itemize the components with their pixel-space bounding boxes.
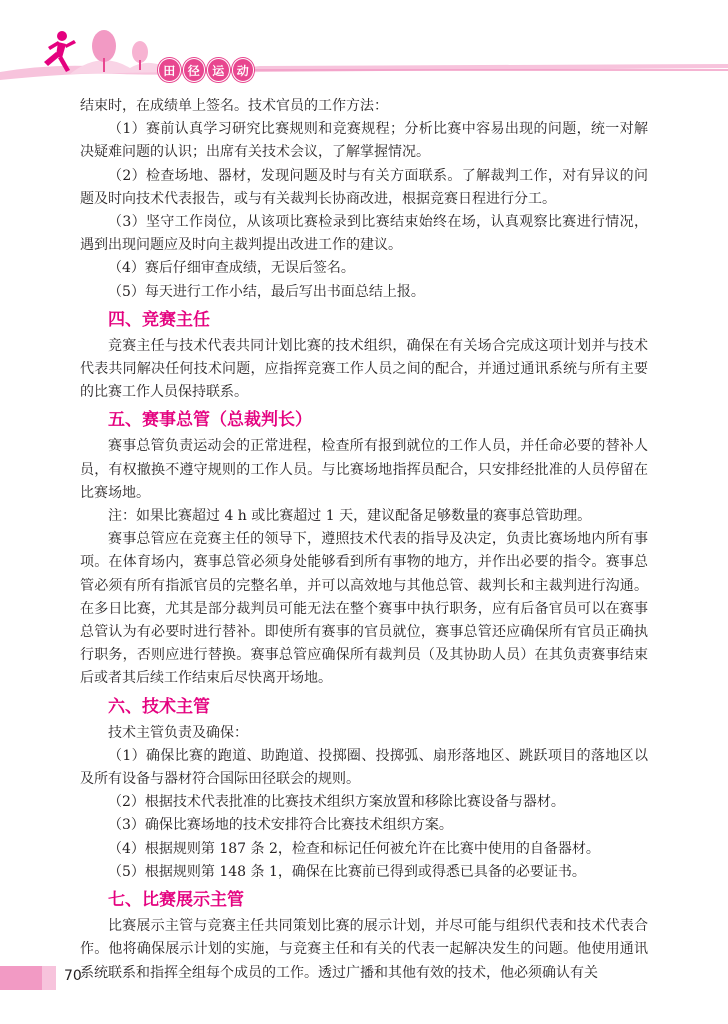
section-heading: 七、比赛展示主管 — [108, 890, 244, 911]
section-tag-char: 运 — [207, 58, 230, 82]
paragraph: 技术主管负责及确保： — [108, 724, 248, 741]
paragraph: （4）根据规则第 187 条 2，检查和标记任何被允许在比赛中使用的自备器材。 — [108, 840, 600, 857]
paragraph: 赛事总管负责运动会的正常进程，检查所有报到就位的工作人员，并任命必要的替补人员，有权撤换不遵守规则的工作人员。与比赛场地指挥员配合，只安排经批准的人员停留在比赛场地。 — [80, 438, 648, 501]
paragraph: 结束时，在成绩单上签名。技术官员的工作方法： — [80, 98, 388, 114]
paragraph: （2）根据技术代表批准的比赛技术组织方案放置和移除比赛设备与器材。 — [108, 794, 565, 811]
paragraph: 赛事总管应在竞赛主任的领导下，遵照技术代表的指导及决定，负责比赛场地内所有事项。在体育场内，赛事总管必须身处能够看到所有事物的地方，并作出必要的指令。赛事总管必须有所有指派官员的完整名单，并可以高效地与其他总管、裁判长和主裁判进行沟通。在多日比赛，尤其是部分裁判员可能无法在整个赛事中执行职务，应有后备官员可以在赛事总管认为有必要时进行替补。即使所有赛事的官员就位，赛事总管还应确保所有官员正确执行职务，否则应进行替换。赛事总管应确保所有裁判员（及其协助人员）在其负责赛事结束后或者其后续工作结束后尽快离开场地。 — [80, 531, 648, 687]
paragraph: （3）确保比赛场地的技术安排符合比赛技术组织方案。 — [108, 817, 453, 834]
section-heading: 四、竞赛主任 — [108, 309, 210, 330]
section-tag-char: 径 — [183, 58, 206, 82]
paragraph: （1）确保比赛的跑道、助跑道、投掷圈、投掷弧、扇形落地区、跳跃项目的落地区以及所有设备与器材符合国际田径联会的规则。 — [80, 747, 648, 788]
header-decoration — [0, 0, 728, 95]
paragraph: （5）根据规则第 148 条 1，确保在比赛前已得到或得悉已具备的必要证书。 — [108, 863, 586, 880]
section-tag — [158, 58, 254, 82]
page-number: 70 — [64, 968, 82, 984]
section-tag-char: 动 — [232, 58, 255, 82]
paragraph: 竞赛主任与技术代表共同计划比赛的技术组织，确保在有关场合完成这项计划并与技术代表共同解决任何技术问题，应指挥竞赛工作人员之间的配合，并通过通讯系统与所有主要的比赛工作人员保持联系。 — [80, 337, 648, 401]
paragraph: （5）每天进行工作小结，最后写出书面总结上报。 — [108, 283, 425, 300]
section-heading: 五、赛事总管（总裁判长） — [108, 410, 312, 431]
section-heading: 六、技术主管 — [108, 696, 210, 717]
paragraph: （3）坚守工作岗位，从该项比赛检录到比赛结束始终在场，认真观察比赛进行情况，遇到出现问题应及时向主裁判提出改进工作的建议。 — [80, 214, 648, 254]
note-paragraph: 注：如果比赛超过 4 h 或比赛超过 1 天，建议配备足够数量的赛事总管助理。 — [108, 508, 592, 525]
page-body — [80, 95, 648, 985]
paragraph: 比赛展示主管与竞赛主任共同策划比赛的展示计划，并尽可能与组织代表和技术代表合作。他将确保展示计划的实施，与竞赛主任和有关的代表一起解决发生的问题。他使用通讯系统联系和指挥全组每个成员的工作。透过广播和其他有效的技术，他必须确认有关 — [80, 918, 648, 981]
footer-decoration — [42, 966, 56, 990]
section-tag-char: 田 — [158, 58, 181, 82]
page-header — [0, 0, 728, 95]
paragraph: （4）赛后仔细审查成绩，无误后签名。 — [108, 260, 355, 277]
paragraph: （2）检查场地、器材，发现问题及时与有关方面联系。了解裁判工作，对有异议的问题及时向技术代表报告，或与有关裁判长协商改进，根据竞赛日程进行分工。 — [80, 167, 648, 207]
paragraph: （1）赛前认真学习研究比赛规则和竞赛规程；分析比赛中容易出现的问题，统一对解决疑难问题的认识；出席有关技术会议，了解掌握情况。 — [80, 121, 648, 161]
footer-decoration — [0, 966, 42, 990]
